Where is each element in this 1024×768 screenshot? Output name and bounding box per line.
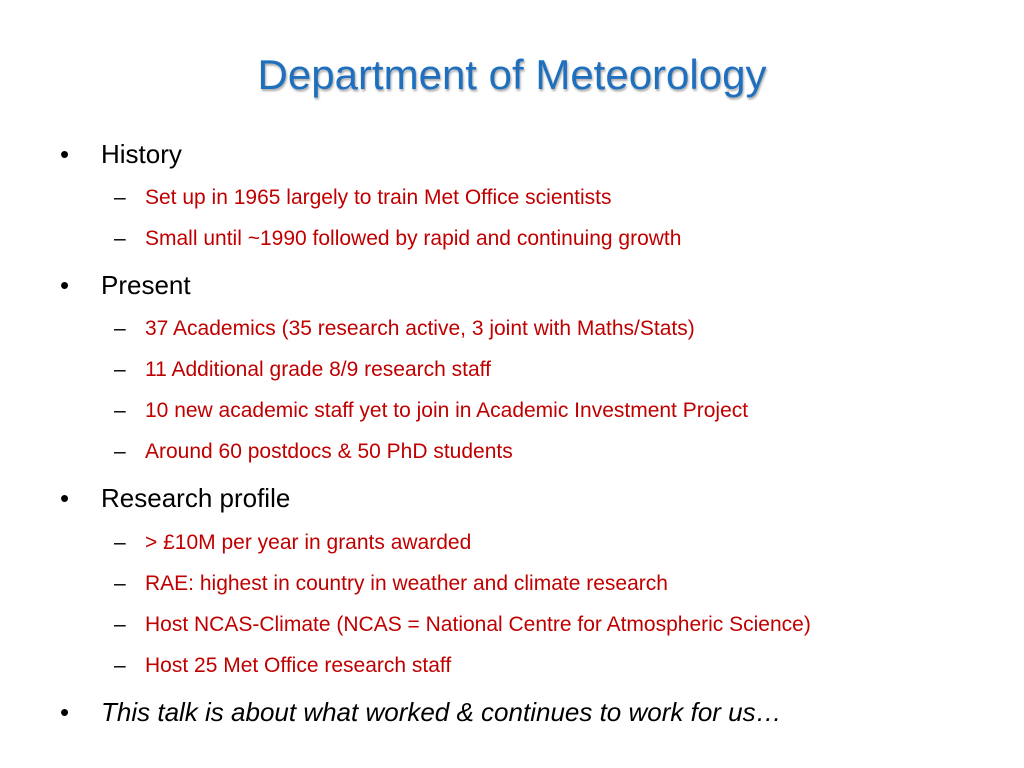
sub-bullet-text: Small until ~1990 followed by rapid and continuing growth xyxy=(145,227,682,250)
sub-bullet-text: 11 Additional grade 8/9 research staff xyxy=(145,358,491,381)
bullet-marker: • xyxy=(60,697,70,727)
sub-bullet-marker: – xyxy=(114,440,126,463)
sub-bullet-text: Around 60 postdocs & 50 PhD students xyxy=(145,440,513,463)
bullet-marker: • xyxy=(60,483,70,513)
bullet-heading: Present xyxy=(101,270,191,300)
sub-bullet-marker: – xyxy=(114,317,126,340)
sub-bullet-marker: – xyxy=(114,572,126,595)
sub-bullet-marker: – xyxy=(114,613,126,636)
bullet-marker: • xyxy=(60,270,70,300)
sub-bullet-text: > £10M per year in grants awarded xyxy=(145,531,472,554)
sub-bullet-text: Host 25 Met Office research staff xyxy=(145,654,452,677)
closing-text: This talk is about what worked & continues to work for us… xyxy=(101,697,782,727)
sub-bullet-text: 37 Academics (35 research active, 3 joint with Maths/Stats) xyxy=(145,317,695,340)
bullet-heading: History xyxy=(101,139,182,169)
sub-bullet-marker: – xyxy=(114,654,126,677)
sub-bullet-text: Set up in 1965 largely to train Met Office scientists xyxy=(145,186,612,209)
sub-bullet-marker: – xyxy=(114,531,126,554)
bullet-heading: Research profile xyxy=(101,483,291,513)
sub-bullet-marker: – xyxy=(114,186,126,209)
sub-bullet-text: 10 new academic staff yet to join in Academic Investment Project xyxy=(145,399,749,422)
bullet-marker: • xyxy=(60,139,70,169)
sub-bullet-text: RAE: highest in country in weather and climate research xyxy=(145,572,668,595)
slide-title: Department of Meteorology xyxy=(257,51,767,98)
sub-bullet-marker: – xyxy=(114,227,126,250)
sub-bullet-marker: – xyxy=(114,399,126,422)
sub-bullet-marker: – xyxy=(114,358,126,381)
sub-bullet-text: Host NCAS-Climate (NCAS = National Centre for Atmospheric Science) xyxy=(145,613,811,636)
